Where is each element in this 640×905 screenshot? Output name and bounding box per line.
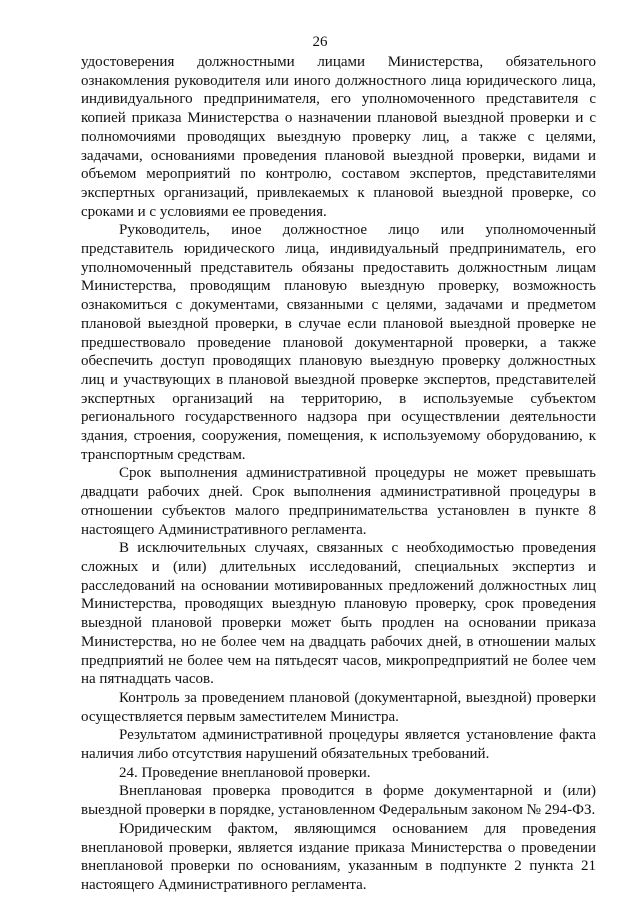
paragraph-6: Результатом административной процедуры является установление факта наличия либо отсутствия нарушений обязательных требований. (81, 727, 596, 763)
paragraph-1: удостоверения должностными лицами Министерства, обязательного ознакомления руководителя или иного должностного лица юридического лица, индивидуального предпринимателя, его уполномоченного представителя с копией приказа Министерства о назначении плановой выездной проверки и с полномочиями проводящих выездную проверку лиц, а также с целями, задачами, основаниями проведения плановой выездной проверки, видами и объемом мероприятий по контролю, составом экспертов, представителями экспертных организаций, привлекаемых к плановой выездной проверке, со сроками и с условиями ее проведения. (81, 54, 596, 220)
paragraph-9: Юридическим фактом, являющимся основанием для проведения внеплановой проверки, является издание приказа Министерства о проведении внеплановой проверки по основаниям, указанным в подпункте 2 пункта 21 настоящего Административного регламента. (81, 820, 596, 893)
paragraph-8: Внеплановая проверка проводится в форме документарной и (или) выездной проверки в порядке, установленном Федеральным законом № 294-ФЗ. (81, 783, 596, 819)
section-heading-24: 24. Проведение внеплановой проверки. (119, 764, 371, 781)
paragraph-5: Контроль за проведением плановой (документарной, выездной) проверки осуществляется первым заместителем Министра. (81, 689, 596, 725)
page-number: 26 (312, 34, 328, 50)
paragraph-3: Срок выполнения административной процедуры не может превышать двадцати рабочих дней. Срок выполнения административной процедуры в отношении субъектов малого предпринимательства установлен в пункте 8 настоящего Административного регламента. (81, 465, 596, 538)
paragraph-2: Руководитель, иное должностное лицо или уполномоченный представитель юридического лица, индивидуальный предприниматель, его уполномоченный представитель обязаны предоставить должностным лицам Министерства, проводящим плановую выездную проверку, возможность ознакомиться с документами, связанными с целями, задачами и предметом плановой выездной проверки, в случае если плановой выездной проверке не предшествовало проведение плановой документарной проверки, а также обеспечить доступ проводящих плановую выездную проверку должностных лиц и участвующих в плановой выездной проверке экспертов, представителей экспертных организаций на территорию, в используемые субъектом регионального государственного надзора при осуществлении деятельности здания, строения, сооружения, помещения, к используемому оборудованию, к транспортным средствам. (81, 222, 596, 463)
paragraph-4: В исключительных случаях, связанных с необходимостью проведения сложных и (или) длительных исследований, специальных экспертиз и расследований на основании мотивированных предложений должностных лиц Министерства, проводящих выездную плановую проверку, срок проведения выездной плановой проверки может быть продлен на основании приказа Министерства, но не более чем на двадцать рабочих дней, в отношении малых предприятий не более чем на пятьдесят часов, микропредприятий не более чем на пятнадцать часов. (81, 540, 596, 688)
document-body (81, 53, 596, 895)
